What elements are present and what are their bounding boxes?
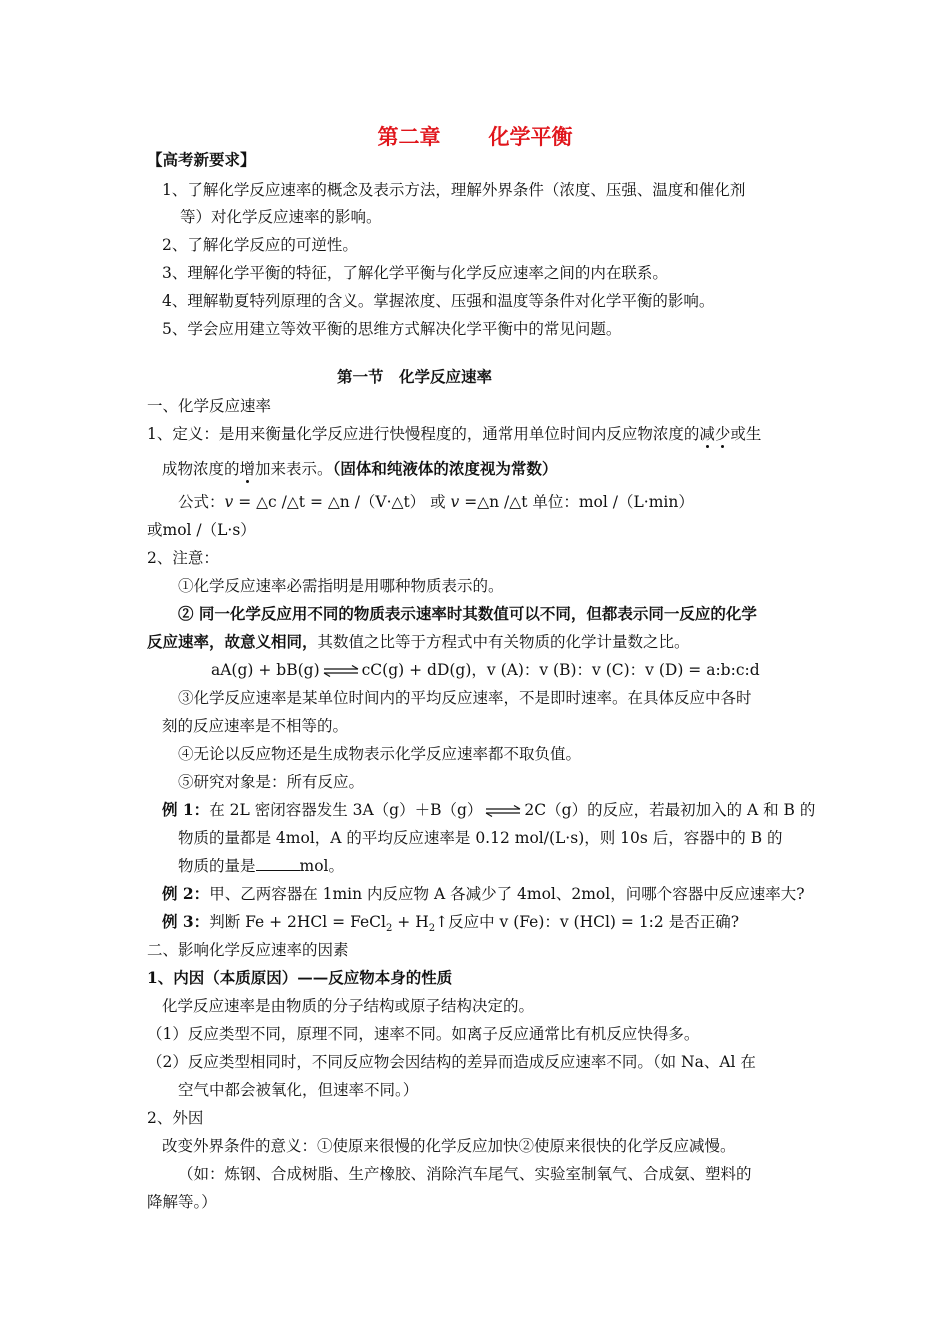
requirements-heading: 【高考新要求】 — [147, 150, 256, 169]
note-item: ② 同一化学反应用不同的物质表示速率时其数值可以不同，但都表示同一反应的化学 — [178, 604, 757, 623]
note-item: 反应速率，故意义相同，其数值之比等于方程式中有关物质的化学计量数之比。 — [147, 632, 690, 651]
chapter-name: 化学平衡 — [488, 124, 573, 149]
notes-heading: 2、注意： — [147, 549, 219, 567]
reversible-arrow-icon — [322, 665, 360, 677]
external-heading: 2、外因 — [147, 1109, 204, 1127]
definition-line: 1、定义：是用来衡量化学反应进行快慢程度的，通常用单位时间内反应物浓度的减少或生 — [147, 425, 762, 443]
paragraph: （如：炼钢、合成树脂、生产橡胶、消除汽车尾气、实验室制氧气、合成氨、塑料的 — [178, 1165, 752, 1183]
subsection-heading: 一、化学反应速率 — [147, 397, 272, 415]
paragraph: 降解等。） — [147, 1193, 217, 1211]
requirement-item: 3、理解化学平衡的特征，了解化学平衡与化学反应速率之间的内在联系。 — [162, 264, 668, 282]
note-item: ⑤研究对象是：所有反应。 — [178, 773, 365, 791]
example-1-cont: 物质的量都是 4mol，A 的平均反应速率是 0.12 mol/(L·s)，则 10s 后，容器中的 B 的 — [178, 829, 783, 847]
note-item: 刻的反应速率是不相等的。 — [162, 717, 349, 735]
paragraph: 空气中都会被氧化，但速率不同。） — [178, 1081, 419, 1099]
definition-note: （固体和纯液体的浓度视为常数） — [332, 459, 558, 478]
formula-line-cont: 或mol /（L·s） — [147, 521, 256, 539]
example-2: 例 2：甲、乙两容器在 1min 内反应物 A 各减少了 4mol、2mol，问哪个容器中反应速率大? — [162, 884, 805, 903]
formula-line: 公式：v = △c /△t = △n /（V·△t） 或 v =△n /△t 单位：mol /（L·min） — [178, 493, 694, 511]
section-heading: 第一节 化学反应速率 — [337, 367, 493, 386]
paragraph: （1）反应类型不同，原理不同，速率不同。如离子反应通常比有机反应快得多。 — [147, 1025, 700, 1043]
subsection-heading: 二、影响化学反应速率的因素 — [147, 941, 349, 959]
requirement-item: 2、了解化学反应的可逆性。 — [162, 236, 358, 254]
paragraph: 改变外界条件的意义：①使原来很慢的化学反应加快②使原来很快的化学反应减慢。 — [162, 1137, 736, 1155]
requirement-item: 等）对化学反应速率的影响。 — [180, 208, 382, 226]
internal-heading: 1、内因（本质原因）——反应物本身的性质 — [147, 968, 453, 987]
answer-blank — [256, 856, 300, 871]
example-1: 例 1：在 2L 密闭容器发生 3A（g）＋B（g） 2C（g）的反应，若最初加入的 A 和 B 的 — [162, 800, 816, 819]
equation-line: aA(g) + bB(g) cC(g) + dD(g)，v (A)：v (B)：v (C)：v (D) = a:b:c:d — [211, 661, 760, 679]
note-item: ④无论以反应物还是生成物表示化学反应速率都不取负值。 — [178, 745, 582, 763]
example-1-cont: 物质的量是 mol。 — [178, 857, 345, 875]
requirement-item: 4、理解勒夏特列原理的含义。掌握浓度、压强和温度等条件对化学平衡的影响。 — [162, 292, 715, 310]
chapter-number: 第二章 — [377, 124, 441, 149]
paragraph: （2）反应类型相同时，不同反应物会因结构的差异而造成反应速率不同。（如 Na、Al 在 — [147, 1053, 756, 1071]
definition-line: 成物浓度的增加来表示。（固体和纯液体的浓度视为常数） — [162, 459, 558, 478]
requirement-item: 5、学会应用建立等效平衡的思维方式解决化学平衡中的常见问题。 — [162, 320, 622, 338]
note-item: ①化学反应速率必需指明是用哪种物质表示的。 — [178, 577, 504, 595]
reversible-arrow-icon — [484, 805, 522, 817]
example-3: 例 3：判断 Fe + 2HCl = FeCl$_2$ + $H_2↑$反应中 v (Fe)：v (HCl) = 1:2 是否正确? — [162, 912, 740, 935]
paragraph: 化学反应速率是由物质的分子结构或原子结构决定的。 — [162, 997, 535, 1015]
note-item: ③化学反应速率是某单位时间内的平均反应速率，不是即时速率。在具体反应中各时 — [178, 689, 752, 707]
chapter-title — [0, 124, 950, 150]
requirement-item: 1、了解化学反应速率的概念及表示方法，理解外界条件（浓度、压强、温度和催化剂 — [162, 181, 746, 199]
